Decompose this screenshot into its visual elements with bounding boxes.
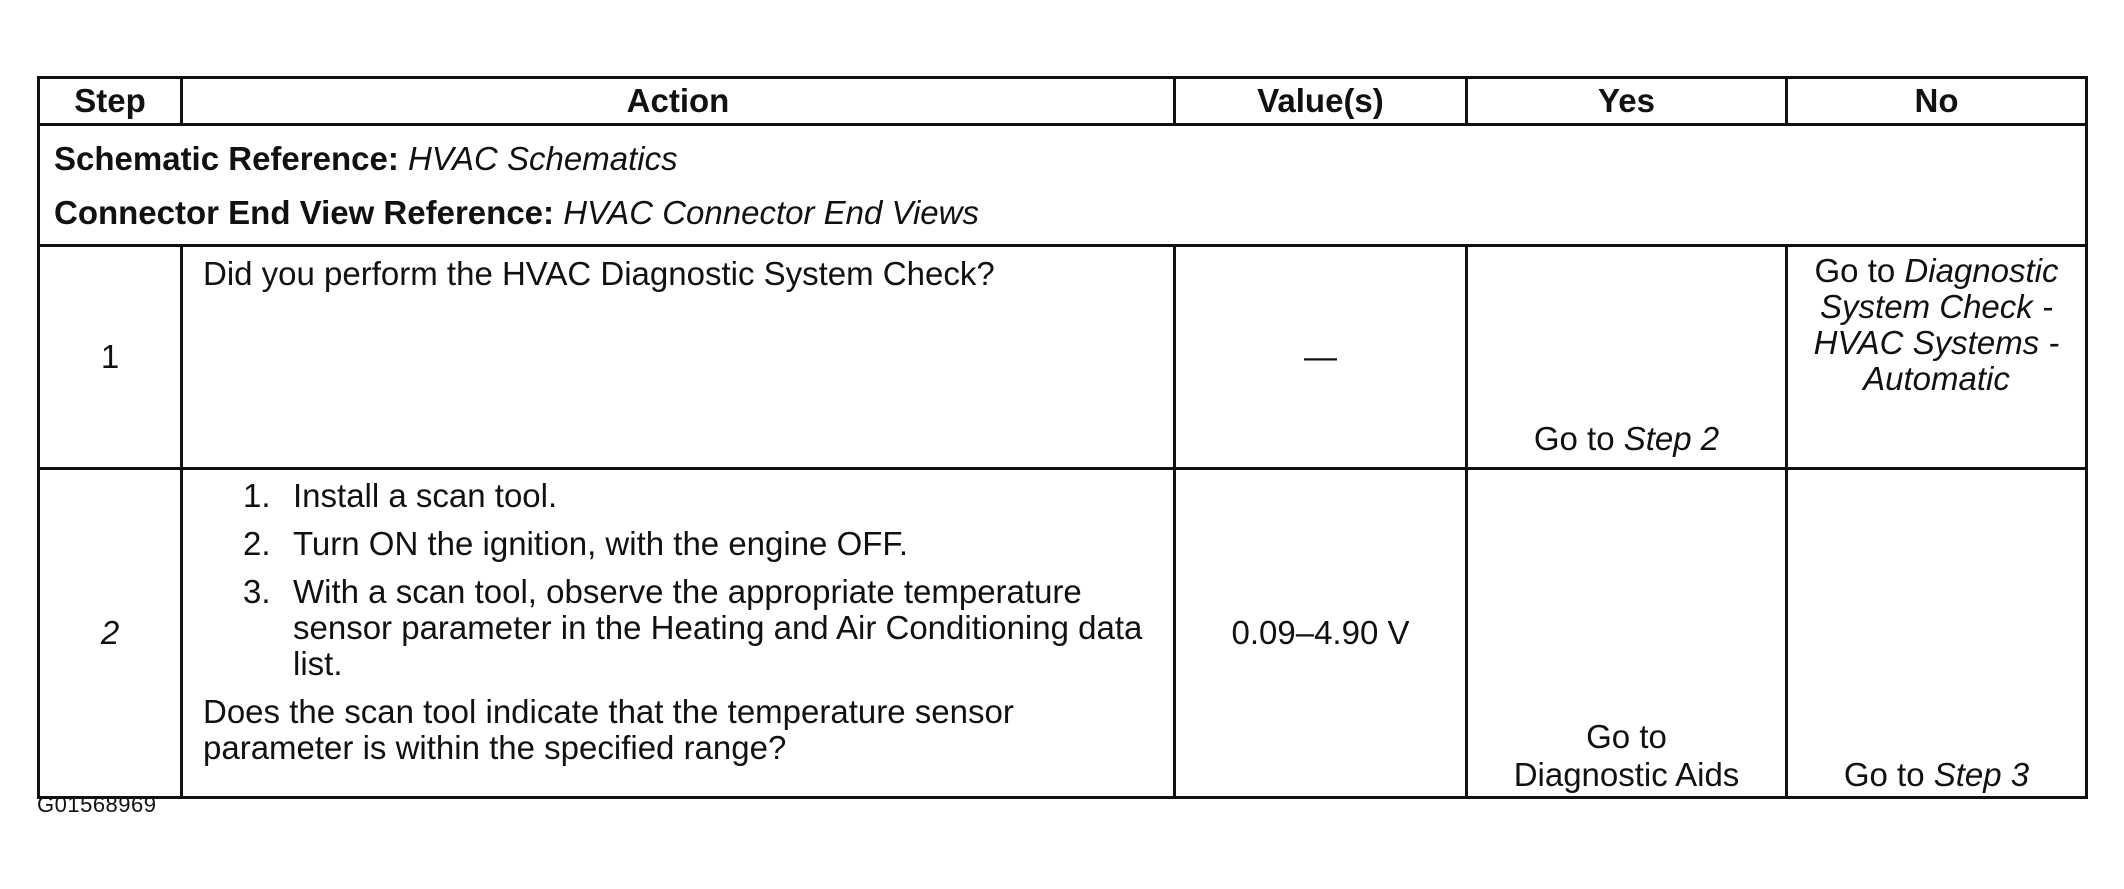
header-row [39, 78, 2087, 125]
header-values: Value(s) [1175, 78, 1467, 125]
connector-reference-link[interactable]: HVAC Connector End Views [563, 194, 979, 231]
header-action: Action [182, 78, 1175, 125]
reference-cell [39, 125, 2087, 246]
header-yes: Yes [1467, 78, 1787, 125]
no-cell [1787, 246, 2087, 469]
list-item [243, 574, 1163, 682]
yes-instruction [1468, 421, 1785, 457]
yes-cell [1467, 469, 1787, 798]
list-item-text: With a scan tool, observe the appropriate temperature sensor parameter in the Heating and Air Conditioning data list. [293, 573, 1143, 682]
no-diagnostic-link[interactable]: Diagnostic System Check - HVAC Systems - Automatic [1813, 252, 2060, 397]
value-text: 0.09–4.90 V [1175, 469, 1467, 798]
step-number: 1 [39, 246, 182, 469]
list-item-text: Turn ON the ignition, with the engine OFF. [293, 525, 909, 562]
step-number: 2 [39, 469, 182, 798]
value-text: — [1175, 246, 1467, 469]
header-step: Step [39, 78, 182, 125]
list-item [243, 478, 1163, 514]
list-item [243, 526, 1163, 562]
reference-row [39, 125, 2087, 246]
yes-line-1: Go to [1586, 718, 1667, 755]
yes-diagnostic-aids-link[interactable]: Diagnostic Aids [1513, 756, 1740, 793]
header-no: No [1787, 78, 2087, 125]
schematic-reference-label: Schematic Reference: [54, 140, 399, 177]
list-item-text: Install a scan tool. [293, 477, 558, 514]
action-cell [182, 469, 1175, 798]
list-item-number: 1. [243, 477, 271, 514]
connector-reference [54, 186, 2085, 240]
yes-step-link[interactable]: Step 2 [1623, 420, 1720, 457]
schematic-reference [54, 132, 2085, 186]
list-item-number: 3. [243, 573, 271, 610]
diagnostic-table [37, 76, 2088, 799]
figure-id: G01568969 [37, 792, 157, 817]
yes-cell [1467, 246, 1787, 469]
action-question: Does the scan tool indicate that the temperature sensor parameter is within the specified range? [203, 693, 1014, 766]
yes-instruction [1468, 718, 1785, 794]
table-row [39, 246, 2087, 469]
no-cell [1787, 469, 2087, 798]
connector-reference-label: Connector End View Reference: [54, 194, 555, 231]
no-prefix: Go to [1843, 756, 1925, 793]
action-text: Did you perform the HVAC Diagnostic System Check? [182, 246, 1175, 469]
no-instruction [1788, 756, 2085, 794]
no-step-link[interactable]: Step 3 [1933, 756, 2030, 793]
list-item-number: 2. [243, 525, 271, 562]
no-prefix: Go to [1814, 252, 1896, 289]
schematic-reference-link[interactable]: HVAC Schematics [408, 140, 678, 177]
table-row [39, 469, 2087, 798]
action-steps-list [203, 478, 1163, 682]
yes-prefix: Go to [1533, 420, 1615, 457]
